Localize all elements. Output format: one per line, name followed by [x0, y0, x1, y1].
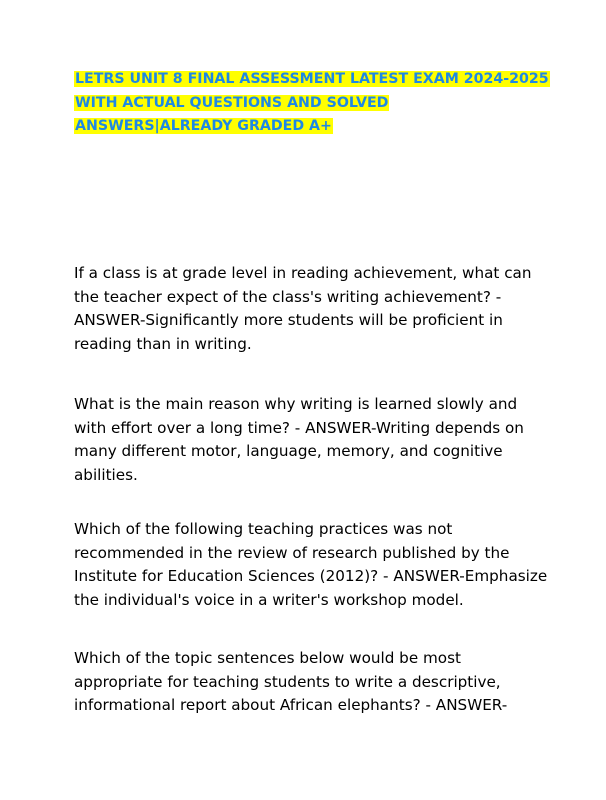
text-line: appropriate for teaching students to write a descriptive,	[74, 672, 501, 691]
text-line: many different motor, language, memory, and cognitive	[74, 442, 503, 460]
title-line	[74, 92, 534, 116]
question-answer-item	[74, 518, 548, 612]
text-line: informational report about African elephants? - ANSWER-	[74, 696, 508, 714]
question-answer-item	[74, 262, 544, 356]
title-line	[74, 115, 534, 139]
text-line: recommended in the review of research published by the	[74, 543, 510, 562]
title-line	[74, 68, 549, 92]
text-line: abilities.	[74, 465, 138, 484]
title-highlight: LETRS UNIT 8 FINAL ASSESSMENT LATEST EXAM 2024-2025	[75, 71, 549, 87]
text-line: If a class is at grade level in reading achievement, what can	[74, 264, 532, 282]
title-highlight: WITH ACTUAL QUESTIONS AND SOLVED	[75, 94, 389, 111]
text-line: What is the main reason why writing is learned slowly and	[74, 395, 518, 413]
text-line: Which of the following teaching practices was not	[74, 520, 453, 538]
text-line: the teacher expect of the class's writing achievement? -	[74, 287, 502, 306]
text-line: the individual's voice in a writer's workshop model.	[74, 590, 464, 609]
text-line: ANSWER-Significantly more students will be proficient in	[74, 311, 503, 329]
text-line: Institute for Education Sciences (2012)? - ANSWER-Emphasize	[74, 567, 548, 585]
text-line: with effort over a long time? - ANSWER-Writing depends on	[74, 418, 524, 437]
text-line: reading than in writing.	[74, 334, 252, 353]
question-answer-item	[74, 393, 544, 487]
question-answer-item	[74, 647, 544, 718]
document-title	[74, 68, 549, 139]
title-highlight: ANSWERS|ALREADY GRADED A+	[75, 118, 332, 134]
text-line: Which of the topic sentences below would be most	[74, 649, 461, 667]
